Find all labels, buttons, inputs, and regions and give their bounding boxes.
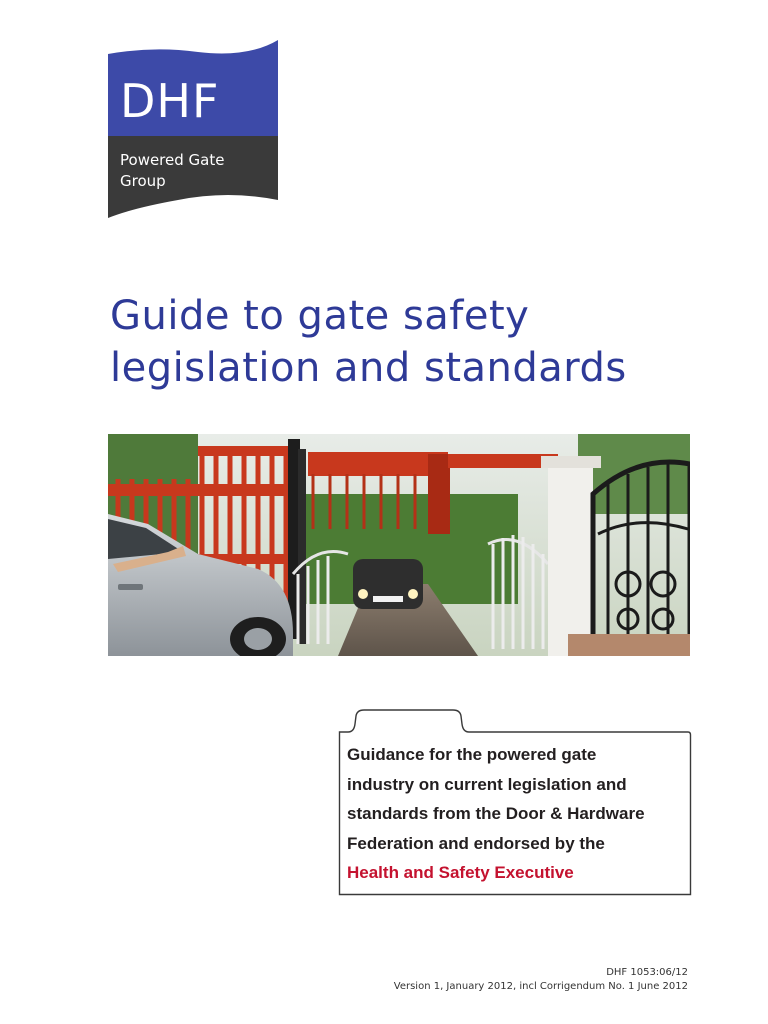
guidance-line-4: Federation and endorsed by the <box>347 833 605 853</box>
title-line-1: Guide to gate safety <box>110 293 530 339</box>
page-title <box>110 290 710 394</box>
document-code: DHF 1053:06/12 <box>606 967 688 978</box>
title-line-2: legislation and standards <box>110 345 627 391</box>
guidance-box <box>338 708 692 896</box>
dhf-logo <box>108 40 278 218</box>
gates-photo <box>108 434 690 656</box>
guidance-line-3: standards from the Door & Hardware <box>347 804 645 823</box>
logo-subtitle: Powered Gate Group <box>120 151 225 190</box>
logo-brand-text: DHF <box>120 74 220 128</box>
guidance-line-1: Guidance for the powered gate <box>347 745 597 764</box>
document-version: Version 1, January 2012, incl Corrigendum No. 1 June 2012 <box>393 981 688 992</box>
guidance-line-2: industry on current legislation and <box>347 774 627 794</box>
document-footer <box>394 966 688 994</box>
hse-highlight: Health and Safety Executive <box>347 863 574 882</box>
guidance-text <box>347 740 687 888</box>
